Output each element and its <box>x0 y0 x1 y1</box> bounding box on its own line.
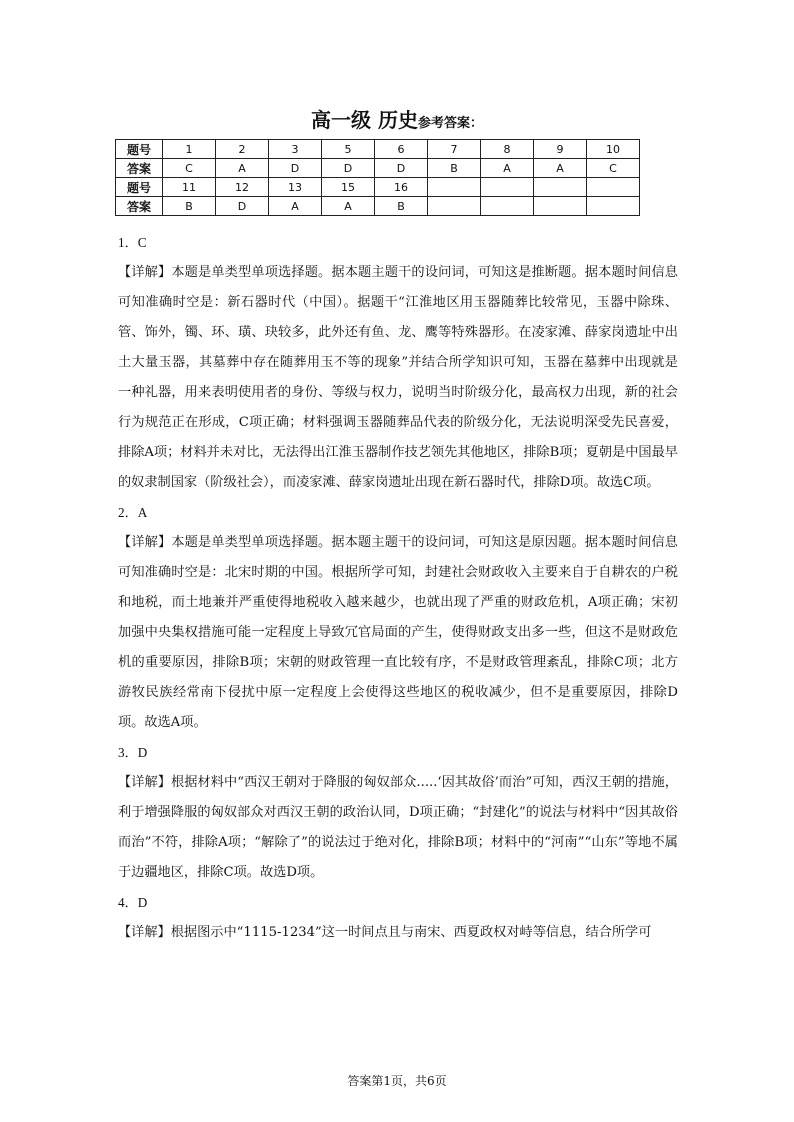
table-cell: 7 <box>428 140 481 159</box>
table-cell: 3 <box>269 140 322 159</box>
question-explanation: 【详解】根据材料中“西汉王朝对于降服的匈奴部众.....‘因其故俗’而治”可知，西汉王朝的措施，利于增强降服的匈奴部众对西汉王朝的政治认同，D项正确；“封建化”的说法与材料中“因其故俗而治”不符，排除A项；“解除了”的说法过于绝对化，排除B项；材料中的“河南”“山东”等地不属于边疆地区，排除C项。故选D项。 <box>118 775 678 880</box>
table-cell: 13 <box>269 178 322 197</box>
table-cell: A <box>322 197 375 216</box>
table-row <box>116 178 640 197</box>
table-cell: 10 <box>587 140 640 159</box>
table-cell <box>481 197 534 216</box>
table-cell <box>481 178 534 197</box>
table-cell: A <box>216 159 269 178</box>
table-cell: A <box>481 159 534 178</box>
question-number: 1．C <box>118 235 147 250</box>
table-cell: B <box>163 197 216 216</box>
page-footer: 答案第1页，共6页 <box>347 1074 447 1088</box>
table-cell: B <box>428 159 481 178</box>
table-row <box>116 197 640 216</box>
answer-table <box>115 139 640 216</box>
table-cell: 6 <box>375 140 428 159</box>
row-header: 答案 <box>116 159 163 178</box>
table-cell: A <box>534 159 587 178</box>
question-explanation: 【详解】本题是单类型单项选择题。据本题主题干的设问词，可知这是推断题。据本题时间信息可知准确时空是：新石器时代（中国）。据题干“江淮地区用玉器随葬比较常见，玉器中除珠、管、饰外，镯、环、璜、玦较多，此外还有鱼、龙、鹰等特殊器形。在凌家滩、薛家岗遗址中出土大量玉器，其墓葬中存在随葬用玉不等的现象”并结合所学知识可知，玉器在墓葬中出现就是一种礼器，用来表明使用者的身份、等级与权力，说明当时阶级分化，最高权力出现，新的社会行为规范正在形成，C项正确；材料强调玉器随葬品代表的阶级分化，无法说明深受先民喜爱，排除A项；材料并未对比，无法得出江淮玉器制作技艺领先其他地区，排除B项；夏朝是中国最早的奴隶制国家（阶级社会），而凌家滩、薛家岗遗址出现在新石器时代，排除D项。故选C项。 <box>118 265 678 490</box>
title-main: 高一级 历史 <box>311 108 418 132</box>
table-cell: D <box>322 159 375 178</box>
row-header: 答案 <box>116 197 163 216</box>
table-cell: 12 <box>216 178 269 197</box>
question-explanation: 【详解】本题是单类型单项选择题。据本题主题干的设问词，可知这是原因题。据本题时间信息可知准确时空是：北宋时期的中国。根据所学可知，封建社会财政收入主要来自于自耕农的户税和地税，而土地兼并严重使得地税收入越来越少，也就出现了严重的财政危机，A项正确；宋初加强中央集权措施可能一定程度上导致冗官局面的产生，使得财政支出多一些，但这不是财政危机的重要原因，排除B项；宋朝的财政管理一直比较有序，不是财政管理紊乱，排除C项；北方游牧民族经常南下侵扰中原一定程度上会使得这些地区的税收减少，但不是重要原因，排除D项。故选A项。 <box>118 535 678 730</box>
table-cell: 8 <box>481 140 534 159</box>
table-cell: D <box>216 197 269 216</box>
table-cell <box>534 197 587 216</box>
table-cell: C <box>587 159 640 178</box>
table-cell: D <box>375 159 428 178</box>
table-cell: 5 <box>322 140 375 159</box>
table-cell: 2 <box>216 140 269 159</box>
table-cell: 16 <box>375 178 428 197</box>
table-cell <box>428 178 481 197</box>
table-cell: 9 <box>534 140 587 159</box>
row-header: 题号 <box>116 178 163 197</box>
table-cell: A <box>269 197 322 216</box>
question-explanation: 【详解】根据图示中“1115-1234”这一时间点且与南宋、西夏政权对峙等信息，结合所学可 <box>118 925 652 940</box>
table-cell: 15 <box>322 178 375 197</box>
answer-explanations <box>118 228 678 948</box>
question-number: 3．D <box>118 745 148 760</box>
row-header: 题号 <box>116 140 163 159</box>
table-cell <box>534 178 587 197</box>
table-cell: D <box>269 159 322 178</box>
table-cell: C <box>163 159 216 178</box>
table-cell <box>587 178 640 197</box>
title-subtitle: 参考答案： <box>417 116 483 131</box>
question-number: 4．D <box>118 895 148 910</box>
page-title <box>0 104 794 133</box>
table-cell: B <box>375 197 428 216</box>
table-cell: 11 <box>163 178 216 197</box>
table-cell <box>587 197 640 216</box>
table-cell: 1 <box>163 140 216 159</box>
question-number: 2．A <box>118 505 148 520</box>
table-row <box>116 159 640 178</box>
table-row <box>116 140 640 159</box>
table-cell <box>428 197 481 216</box>
